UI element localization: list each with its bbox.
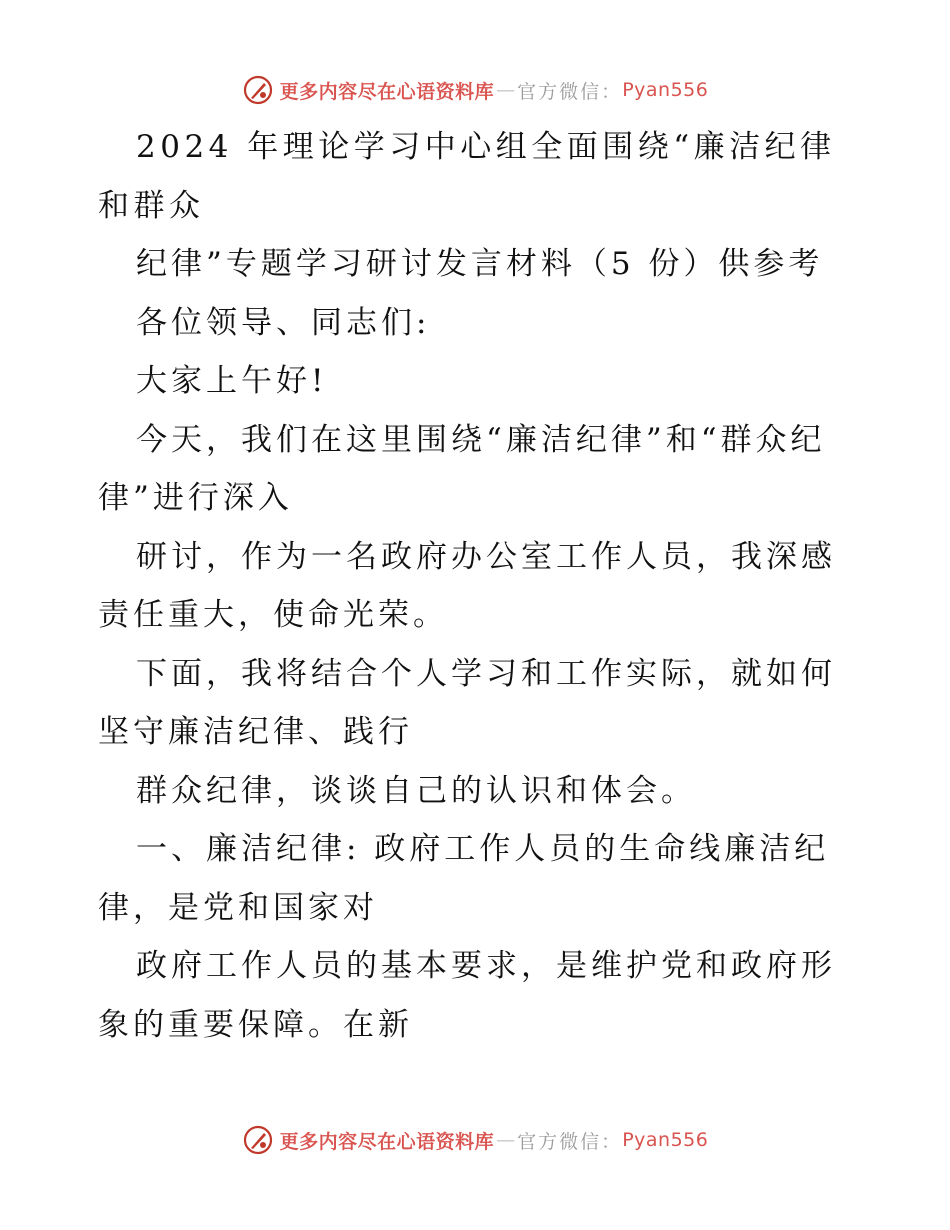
document-body xyxy=(98,118,860,1054)
watermark-wechat-id: Pyan556 xyxy=(622,1129,709,1151)
watermark-header xyxy=(0,70,950,110)
document-title-line-2: 纪律”专题学习研讨发言材料（5 份）供参考 xyxy=(136,246,824,282)
quill-circle-icon xyxy=(242,74,274,106)
quill-circle-icon xyxy=(242,1124,274,1156)
salutation: 各位领导、同志们: xyxy=(136,304,431,341)
watermark-wechat-label: 官方微信： xyxy=(517,80,623,103)
watermark-wechat-label: 官方微信： xyxy=(517,1130,623,1153)
greeting: 大家上午好! xyxy=(136,363,328,399)
body-paragraph: 研讨，作为一名政府办公室工作人员，我深感责任重大，使命光荣。 xyxy=(98,538,836,633)
body-paragraph: 下面，我将结合个人学习和工作实际，就如何坚守廉洁纪律、践行 xyxy=(98,655,836,750)
watermark-dash: — xyxy=(496,79,516,101)
body-paragraph: 群众纪律，谈谈自己的认识和体会。 xyxy=(136,772,696,809)
document-title-line-1: 2024 年理论学习中心组全面围绕“廉洁纪律和群众 xyxy=(98,129,836,224)
watermark-wechat-id: Pyan556 xyxy=(622,79,709,101)
section-heading-paragraph: 一、廉洁纪律: 政府工作人员的生命线廉洁纪律，是党和国家对 xyxy=(98,831,830,926)
watermark-footer xyxy=(0,1120,950,1160)
watermark-main-text: 更多内容尽在心语资料库 xyxy=(279,1130,495,1153)
watermark-main-text: 更多内容尽在心语资料库 xyxy=(279,80,495,103)
body-paragraph: 今天，我们在这里围绕“廉洁纪律”和“群众纪律”进行深入 xyxy=(98,421,826,516)
body-paragraph: 政府工作人员的基本要求，是维护党和政府形象的重要保障。在新 xyxy=(98,948,836,1043)
watermark-dash: — xyxy=(496,1129,516,1151)
